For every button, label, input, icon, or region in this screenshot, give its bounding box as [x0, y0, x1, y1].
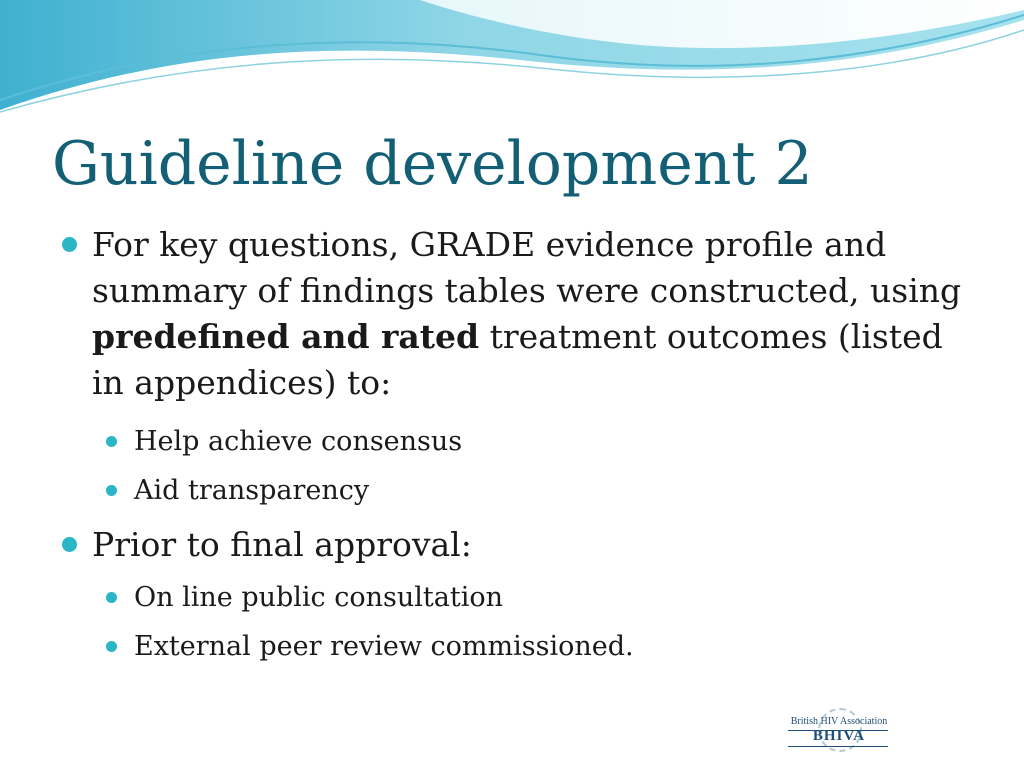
slide-title: Guideline development 2 [52, 129, 813, 199]
sub-bullet-text: On line public consultation [134, 582, 503, 613]
bullet-text-1-part-3: treatment outcomes (listed in appendices) to: [92, 317, 943, 402]
sub-bullet-dot-icon [106, 592, 117, 603]
sub-bullet-item-4 [106, 628, 906, 666]
sub-bullet-item-3 [106, 579, 906, 617]
bullet-text-1-bold: predefined and rated [92, 317, 480, 356]
bhiva-logo [784, 706, 894, 756]
bullet-text-2-part-1: Prior to final approval: [92, 525, 472, 564]
logo-text-line1: British HIV Association [790, 716, 888, 727]
logo-rule-bottom [788, 746, 888, 747]
bullet-item-2 [62, 522, 962, 568]
sub-bullet-text: Aid transparency [134, 475, 370, 506]
sub-bullet-item-1 [106, 423, 906, 461]
sub-bullet-text: Help achieve consensus [134, 426, 463, 457]
bullet-item-1 [62, 222, 962, 406]
bullet-text-1 [92, 222, 962, 406]
sub-bullet-dot-icon [106, 436, 117, 447]
sub-bullet-text: External peer review commissioned. [134, 631, 634, 662]
logo-text-line2: BHIVA [812, 728, 866, 744]
sub-bullet-item-2 [106, 472, 906, 510]
sub-bullet-dot-icon [106, 485, 117, 496]
bullet-dot-icon [62, 237, 77, 252]
bullet-dot-icon [62, 537, 77, 552]
bullet-text-1-part-1: For key questions, GRADE evidence profile and summary of findings tables were constructed, using [92, 225, 962, 310]
bullet-text-2 [92, 522, 962, 568]
header-wave-decoration [0, 0, 1024, 140]
sub-bullet-dot-icon [106, 641, 117, 652]
